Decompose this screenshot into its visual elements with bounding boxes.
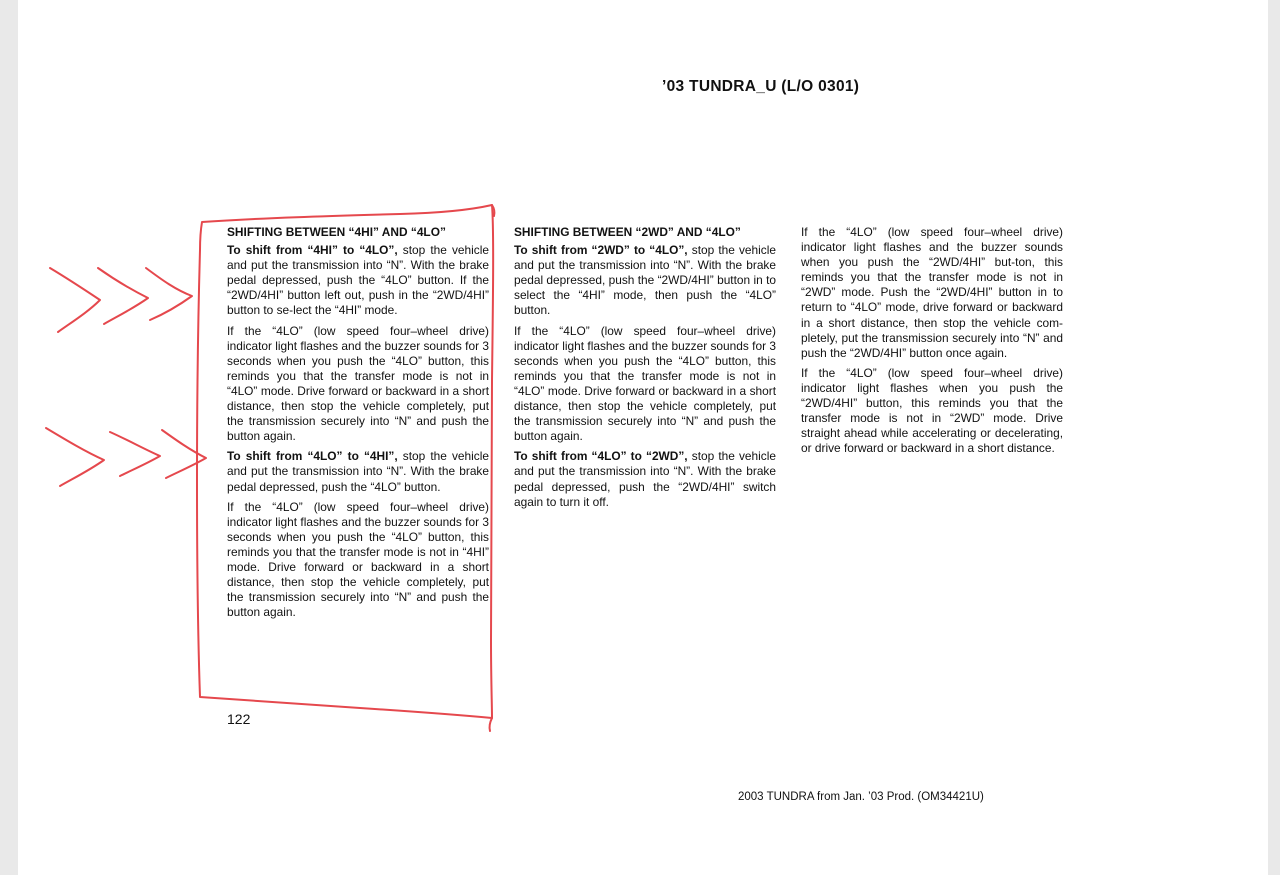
paragraph (801, 366, 1063, 457)
column-3 (801, 225, 1063, 461)
page-header: ’03 TUNDRA_U (L/O 0301) (662, 78, 860, 95)
page-number: 122 (227, 711, 251, 727)
paragraph-text: stop the vehicle and put the transmission into “N”. With the brake pedal depressed, push the “2WD/4HI” button in to select the “4HI” mode, then push the “4LO” button. (514, 243, 776, 318)
paragraph (227, 324, 489, 445)
paragraph-lead: To shift from “4HI” to “4LO”, (227, 243, 398, 258)
paragraph (227, 243, 489, 318)
paragraph-text: If the “4LO” (low speed four–wheel drive) indicator light flashes and the buzzer sounds when you push the “2WD/4HI” but-ton, this reminds you that the transfer mode is not in “2WD” mode. Push the “2WD/4HI” button in to return to “4LO” mode, drive forward or backward in a short distance, then stop the vehicle com-pletely, put the transmission securely into “N” and push the “2WD/4HI” button once again. (801, 225, 1063, 360)
paragraph (514, 243, 776, 318)
paragraph-text: stop the vehicle and put the transmission into “N”. With the brake pedal depressed, push the “2WD/4HI” switch again to turn it off. (514, 449, 776, 509)
paragraph (514, 324, 776, 445)
column-1 (227, 225, 489, 625)
paragraph-lead: To shift from “4LO” to “4HI”, (227, 449, 398, 464)
paragraph-text: If the “4LO” (low speed four–wheel drive) indicator light flashes and the buzzer sounds for 3 seconds when you push the “4LO” button, this reminds you that the transfer mode is not in “4HI” mode. Drive forward or backward in a short distance, then stop the vehicle completely, put the transmission securely into “N” and push the button again. (227, 499, 489, 620)
paragraph-text: stop the vehicle and put the transmission into “N”. With the brake pedal depressed, push the “4LO” button. (227, 449, 489, 494)
paragraph-text: If the “4LO” (low speed four–wheel drive) indicator light flashes and the buzzer sounds for 3 seconds when you push the “4LO” button, this reminds you that the transfer mode is not in “4LO” mode. Drive forward or backward in a short distance, then stop the vehicle completely, put the transmission securely into “N” and push the button again. (227, 323, 489, 444)
page-footer: 2003 TUNDRA from Jan. ’03 Prod. (OM34421U) (738, 791, 984, 803)
section-heading: SHIFTING BETWEEN “4HI” AND “4LO” (227, 225, 446, 239)
paragraph (801, 225, 1063, 361)
paragraph-text: If the “4LO” (low speed four–wheel drive) indicator light flashes and the buzzer sounds for 3 seconds when you push the “4LO” button, this reminds you that the transfer mode is not in “4LO” mode. Drive forward or backward in a short distance, then stop the vehicle completely, put the transmission securely into “N” and push the button again. (514, 323, 776, 444)
paragraph (514, 449, 776, 509)
paragraph-lead: To shift from “4LO” to “2WD”, (514, 449, 688, 464)
paragraph (227, 449, 489, 494)
column-2 (514, 225, 776, 515)
paragraph-text: If the “4LO” (low speed four–wheel drive) indicator light flashes when you push the “2WD/4HI” button, this reminds you that the transfer mode is not in “2WD” mode. Drive straight ahead while accelerating or decelerating, or drive forward or backward in a short distance. (801, 365, 1063, 456)
paragraph (227, 500, 489, 621)
paragraph-lead: To shift from “2WD” to “4LO”, (514, 243, 688, 258)
section-heading: SHIFTING BETWEEN “2WD” AND “4LO” (514, 225, 741, 239)
paragraph-text: stop the vehicle and put the transmission into “N”. With the brake pedal depressed, push the “4LO” button. If the “2WD/4HI” button left out, push in the “2WD/4HI” button to se-lect the “4HI” mode. (227, 243, 489, 318)
